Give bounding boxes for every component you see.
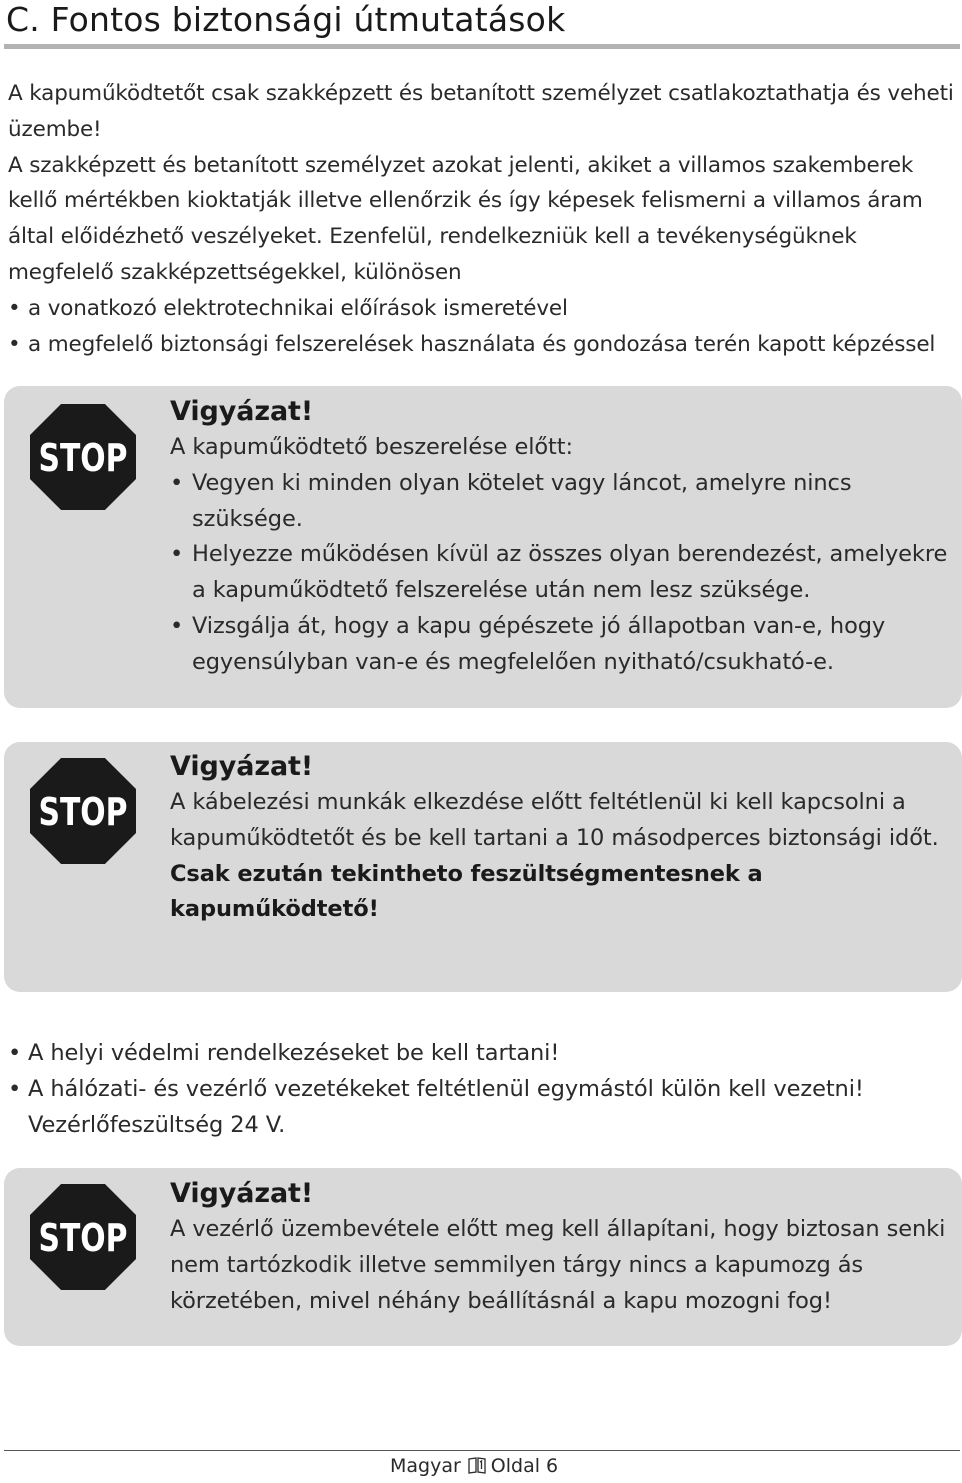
intro-section [8,76,958,362]
warning-box-startup [4,1168,962,1346]
bullet-dot: • [8,331,21,357]
intro-bullet [8,327,958,363]
warning-content [170,1176,956,1319]
stop-sign-icon [30,1184,136,1290]
warning-text: A kábelezési munkák elkezdése előtt feltétlenül ki kell kapcsolni a kapuműködtetőt és be kell tartani a 10 másodperces biztonsági időt. [170,789,939,851]
stop-sign-icon [30,404,136,510]
warning-heading: Vigyázat! [170,1178,314,1209]
warning-box-cabling [4,742,962,992]
section-title: C. Fontos biztonsági útmutatások [6,0,566,39]
safety-note-text: A helyi védelmi rendelkezéseket be kell tartani! [28,1040,560,1066]
intro-paragraph-1: A kapuműködtetőt csak szakképzett és betanított személyzet csatlakoztathatja és veheti üzembe! [8,81,954,142]
warning-bullet-text: Vegyen ki minden olyan kötelet vagy láncot, amelyre nincs szüksége. [192,469,852,532]
warning-bullet-text: Helyezze működésen kívül az összes olyan berendezést, amelyekre a kapuműködtető felszerelése után nem lesz szüksége. [192,541,948,604]
footer-divider [4,1450,960,1451]
stop-sign-label: STOP [38,1215,128,1260]
intro-bullet [8,291,958,327]
bullet-dot: • [8,1040,22,1066]
warning-bullet [170,537,956,609]
safety-note [8,1072,958,1144]
warning-heading: Vigyázat! [170,751,314,782]
intro-bullet-text: a vonatkozó elektrotechnikai előírások ismeretével [28,295,568,321]
bullet-dot: • [170,612,184,639]
title-underline [4,44,960,49]
intro-bullet-text: a megfelelő biztonsági felszerelések használata és gondozása terén kapott képzéssel [28,331,936,357]
warning-box-installation [4,386,962,708]
intro-paragraph-2: A szakképzett és betanított személyzet azokat jelenti, akiket a villamos szakemberek kellő mértékben kioktatják illetve ellenőrzik és így képesek felismerni a villamos áram által előidézhető veszélyeket. Ezenfelül, rendelkezniük kell a tevékenységüknek megfelelő szakképzettségekkel, különösen [8,152,923,285]
bullet-dot: • [8,1075,22,1102]
warning-content [170,394,956,681]
warning-text: A vezérlő üzembevétele előtt meg kell állapítani, hogy biztosan senki nem tartózkodik illetve semmilyen tárgy nincs a kapumozg ás körzetében, mivel néhány beállításnál a kapu mozogni fog! [170,1216,946,1314]
bullet-dot: • [170,469,184,496]
warning-heading: Vigyázat! [170,396,314,427]
book-icon [467,1455,487,1475]
footer-language: Magyar [390,1455,461,1477]
safety-notes-list [8,1036,958,1143]
safety-note-text: A hálózati- és vezérlő vezetékeket feltétlenül egymástól külön kell vezetni! Vezérlőfeszültség 24 V. [28,1075,864,1138]
warning-bold-text: Csak ezután tekintheto feszültségmentesnek a kapuműködtető! [170,860,763,923]
stop-sign-label: STOP [38,435,128,480]
stop-sign-label: STOP [38,789,128,834]
warning-bullet-text: Vizsgálja át, hogy a kapu gépészete jó állapotban van-e, hogy egyensúlyban van-e és megfelelően nyitható/csukható-e. [192,612,886,675]
warning-bullet [170,609,956,681]
footer-page-label: Oldal 6 [490,1455,559,1477]
stop-sign-icon [30,758,136,864]
warning-bullet [170,466,956,538]
bullet-dot: • [8,295,21,321]
warning-text: A kapuműködtető beszerelése előtt: [170,434,573,460]
warning-content [170,749,956,928]
page-footer [390,1455,558,1477]
safety-note [8,1036,958,1072]
bullet-dot: • [170,541,184,568]
